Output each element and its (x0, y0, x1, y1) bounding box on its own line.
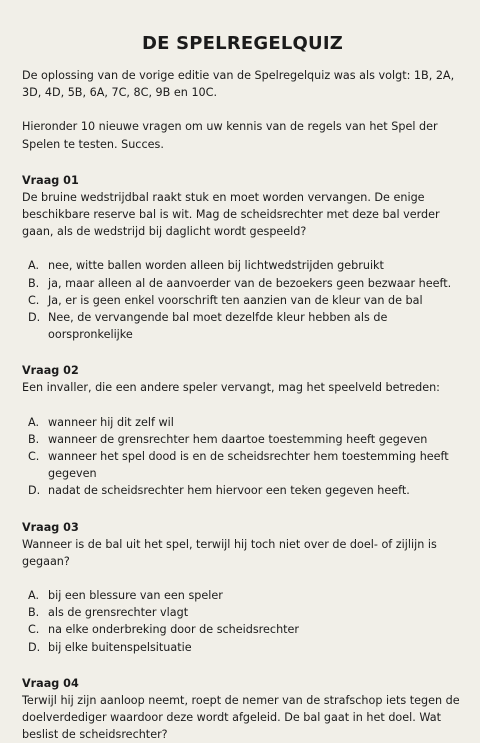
option-text: na elke onderbreking door de scheidsrechter (48, 623, 300, 637)
question-text: Een invaller, die een andere speler vervangt, mag het speelveld betreden: (22, 381, 440, 395)
question-4 (22, 675, 462, 743)
article-body (22, 67, 462, 743)
option-text: nadat de scheidsrechter hem hiervoor een teken gegeven heeft. (48, 484, 410, 498)
answer-option (22, 257, 462, 274)
answer-option (22, 604, 462, 621)
answer-option (22, 414, 462, 431)
option-letter: C. (28, 623, 40, 637)
option-letter: B. (28, 432, 40, 446)
option-text: als de grensrechter vlagt (48, 606, 189, 620)
question-heading: Vraag 01 (22, 173, 79, 187)
intro-instructions: Hieronder 10 nieuwe vragen om uw kennis van de regels van het Spel der Spelen te testen. Succes. (22, 120, 438, 151)
option-letter: B. (28, 276, 40, 290)
option-text: bij een blessure van een speler (48, 589, 223, 603)
option-letter: D. (28, 484, 41, 498)
option-text: Nee, de vervangende bal moet dezelfde kleur hebben als de oorspronkelijke (48, 311, 388, 342)
option-text: wanneer het spel dood is en de scheidsrechter hem toestemming heeft gegeven (48, 450, 449, 481)
option-text: nee, witte ballen worden alleen bij lichtwedstrijden gebruikt (48, 259, 384, 273)
answer-option (22, 292, 462, 309)
question-text: Wanneer is de bal uit het spel, terwijl hij toch niet over de doel- of zijlijn is gegaan? (22, 537, 437, 568)
question-text: De bruine wedstrijdbal raakt stuk en moet worden vervangen. De enige beschikbare reserve bal is wit. Mag de scheidsrechter met deze bal verder gaan, als de wedstrijd bij daglicht wordt gespeeld? (22, 190, 440, 239)
option-text: wanneer hij dit zelf wil (48, 415, 174, 429)
option-letter: B. (28, 606, 40, 620)
option-letter: C. (28, 450, 40, 464)
question-text: Terwijl hij zijn aanloop neemt, roept de nemer van de strafschop iets tegen de doelverdediger waardoor deze wordt afgeleid. De bal gaat in het doel. Wat beslist de scheidsrechter? (22, 693, 460, 742)
answer-option (22, 448, 462, 482)
option-text: wanneer de grensrechter hem daartoe toestemming heeft gegeven (48, 432, 428, 446)
question-heading: Vraag 04 (22, 676, 79, 690)
answer-option (22, 639, 462, 656)
option-letter: C. (28, 293, 40, 307)
option-letter: A. (28, 259, 40, 273)
option-text: Ja, er is geen enkel voorschrift ten aanzien van de kleur van de bal (48, 293, 423, 307)
option-letter: D. (28, 311, 41, 325)
answer-options (22, 587, 462, 656)
answer-options (22, 414, 462, 500)
answer-option (22, 275, 462, 292)
answer-option (22, 482, 462, 499)
option-text: ja, maar alleen al de aanvoerder van de bezoekers geen bezwaar heeft. (48, 276, 452, 290)
option-letter: A. (28, 589, 40, 603)
answer-option (22, 431, 462, 448)
question-1 (22, 172, 462, 344)
question-2 (22, 362, 462, 499)
question-heading: Vraag 02 (22, 364, 79, 378)
page-title: DE SPELREGELQUIZ (142, 33, 343, 54)
option-letter: A. (28, 415, 40, 429)
answer-option (22, 587, 462, 604)
question-3 (22, 519, 462, 656)
answer-option (22, 621, 462, 638)
question-heading: Vraag 03 (22, 520, 79, 534)
answer-option (22, 309, 462, 343)
option-text: bij elke buitenspelsituatie (48, 640, 192, 654)
intro-solution: De oplossing van de vorige editie van de Spelregelquiz was als volgt: 1B, 2A, 3D, 4D, 5B, 6A, 7C, 8C, 9B en 10C. (22, 69, 455, 100)
option-letter: D. (28, 640, 41, 654)
answer-options (22, 257, 462, 343)
